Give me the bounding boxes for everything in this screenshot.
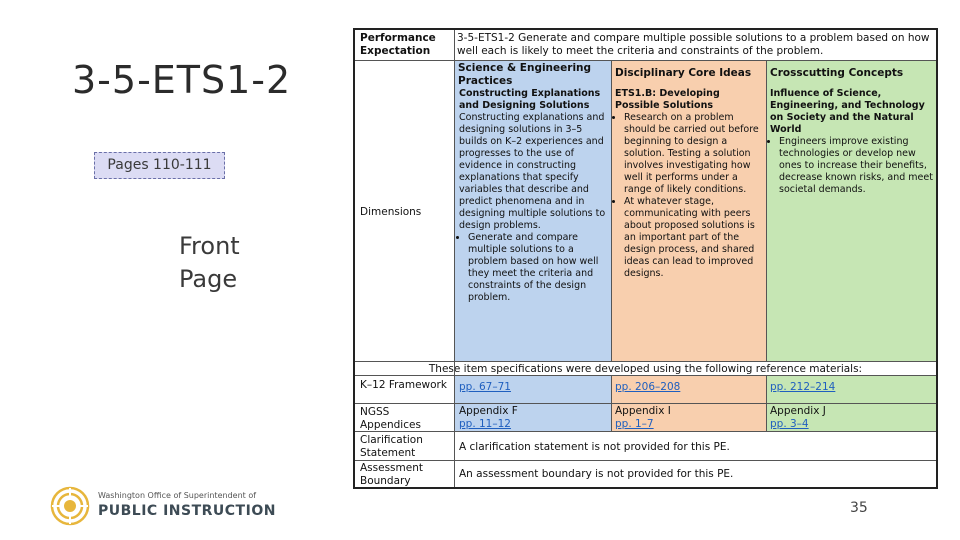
slide-title: 3-5-ETS1-2 [72,58,292,102]
org-name-big: PUBLIC INSTRUCTION [98,503,276,519]
k12-sep-cell [455,376,611,403]
dci-bullet-1: • Research on a problem should be carried out before beginning to design a solution. Testing a solution involves investigating how well it performs under a range of likely conditions. [624,112,762,196]
pe-text: 3-5-ETS1-2 Generate and compare multiple possible solutions to a problem based on how well each is likely to meet the criteria and constraints of the problem. [457,32,930,57]
k12-sep-link[interactable]: pp. 67–71 [459,381,511,393]
front-page-label [179,230,240,296]
clarification-label: Clarification Statement [360,434,423,459]
column-divider [611,375,612,431]
dci-bullet-2: • At whatever stage, communicating with peers about proposed solutions is an important part of the design process, and shared ideas can lead to improved designs. [624,196,762,280]
ccc-header: Crosscutting Concepts [766,61,938,86]
pe-label: Performance Expectation [360,32,436,57]
sun-logo-icon [50,486,90,526]
k12-dci-link[interactable]: pp. 206–208 [615,381,681,393]
dci-title: ETS1.B: Developing Possible Solutions [615,88,720,111]
front-page-line1: Front [179,232,240,260]
row-divider [355,460,936,461]
sep-header: Science & Engineering Practices [455,61,611,86]
column-divider [766,60,767,362]
clarification-text: A clarification statement is not provided for this PE. [459,441,730,453]
ngss-sep-cell [455,404,611,431]
pages-label: Pages 110-111 [94,152,225,179]
ngss-ccc-title: Appendix J [770,405,826,417]
ccc-title: Influence of Science, Engineering, and Technology on Society and the Natural World [770,88,925,135]
sep-bullet: • Generate and compare multiple solutions to a problem based on how well they meet the criteria and constraints of the design problem. [468,232,608,304]
row-divider [355,375,936,376]
org-name [98,491,276,519]
ngss-dci-link[interactable]: pp. 1–7 [615,417,654,430]
ngss-ccc-link[interactable]: pp. 3–4 [770,417,809,430]
k12-label: K–12 Framework [360,379,447,391]
item-specification-table [353,28,938,489]
ngss-ccc-cell [766,404,938,431]
dimensions-label: Dimensions [360,206,422,218]
dci-header: Disciplinary Core Ideas [611,61,766,86]
ngss-sep-link[interactable]: pp. 11–12 [459,417,511,430]
row-divider [355,403,936,404]
k12-ccc-link[interactable]: pp. 212–214 [770,381,836,393]
ngss-sep-title: Appendix F [459,405,518,417]
ccc-bullet: • Engineers improve existing technologies or develop new ones to increase their benefits, decrease known risks, and meet societal demands. [779,136,934,196]
column-divider [454,30,455,487]
column-divider [611,60,612,362]
row-divider [355,60,936,61]
ccc-bullets [770,136,934,196]
k12-dci-cell [611,376,766,403]
row-divider [355,361,936,362]
ccc-cell [766,86,938,362]
column-divider [766,375,767,431]
row-divider [355,431,936,432]
k12-ccc-cell [766,376,938,403]
dci-bullets [615,112,762,280]
sep-title: Constructing Explanations and Designing Solutions [459,88,601,111]
ngss-label: NGSS Appendices [360,406,421,431]
reference-banner: These item specifications were developed using the following reference materials: [428,363,863,375]
sep-cell [455,86,611,362]
sep-body: Constructing explanations and designing solutions in 3–5 builds on K–2 experiences and progresses to the use of evidence in constructing explanations that specify variables that describe and predict phenomena and in designing multiple solutions to design problems. [459,112,606,231]
org-name-small: Washington Office of Superintendent of [98,491,257,500]
ngss-dci-title: Appendix I [615,405,671,417]
ngss-dci-cell [611,404,766,431]
assessment-label: Assessment Boundary [360,462,423,487]
page-number: 35 [850,500,868,516]
dci-cell [611,86,766,362]
sep-bullets [459,232,608,304]
front-page-line2: Page [179,265,238,293]
assessment-text: An assessment boundary is not provided for this PE. [459,468,734,480]
